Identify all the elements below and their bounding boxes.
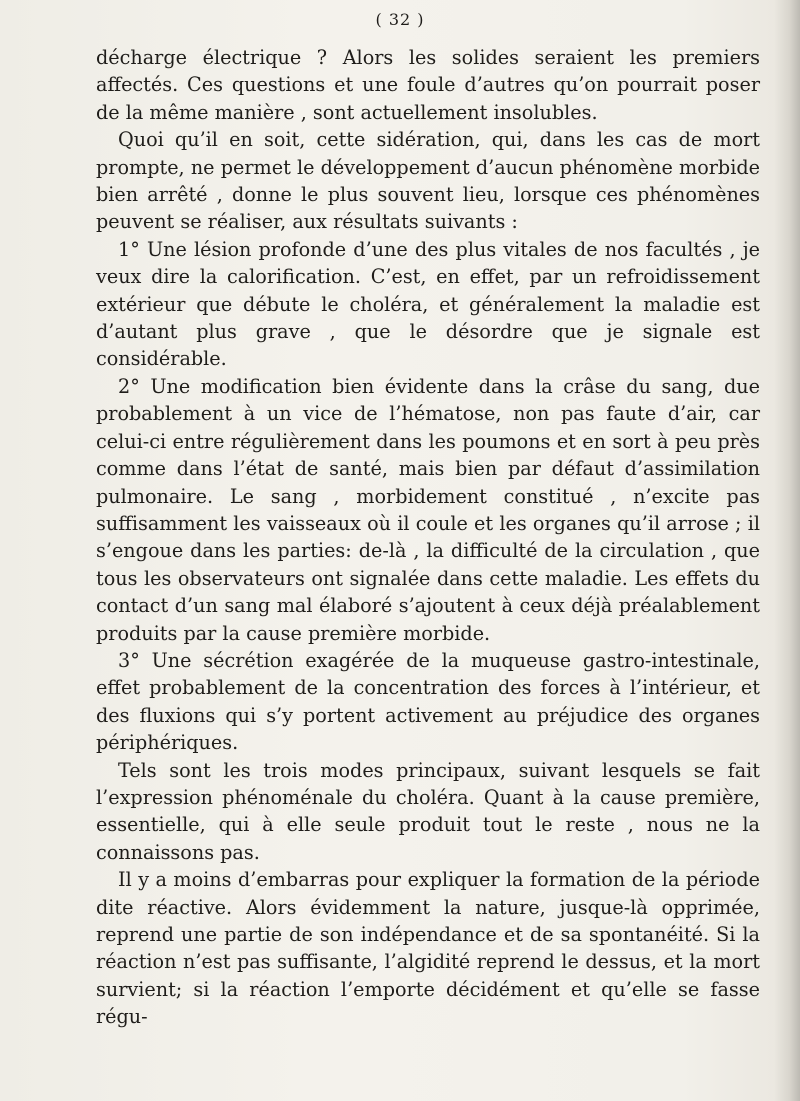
paragraph-1: décharge électrique ? Alors les solides seraient les premiers affectés. Ces questions et une foule d’autres qu’on pourrait poser de la même manière , sont actuellement insolubles. bbox=[96, 46, 760, 124]
paragraph-5: 3° Une sécrétion exagérée de la muqueuse gastro-intestinale, effet probablement de la concentration des forces à l’intérieur, et des fluxions qui s’y portent activement au préjudice des organes périphériques. bbox=[96, 648, 760, 755]
page-number: ( 32 ) bbox=[375, 10, 425, 29]
page-gutter-shadow bbox=[774, 0, 800, 1101]
body-text bbox=[96, 44, 760, 1031]
paragraph-7: Il y a moins d’embarras pour expliquer la formation de la période dite réactive. Alors évidemment la nature, jusque-là opprimée, reprend une partie de son indépendance et de sa spontanéité. Si la réaction n’est pas suffisante, l’algidité reprend le dessus, et la mort survient; si la réaction l’emporte décidément et qu’elle se fasse régu- bbox=[96, 868, 760, 1029]
paragraph-4: 2° Une modification bien évidente dans la crâse du sang, due probablement à un vice de l’hématose, non pas faute d’air, car celui-ci entre régulièrement dans les poumons et en sort à peu près comme dans l’état de santé, mais bien par défaut d’assimilation pulmonaire. Le sang , morbidement constitué , n’excite pas suffisamment les vaisseaux où il coule et les organes qu’il arrose ; il s’engoue dans les parties: de-là , la difficulté de la circulation , que tous les observateurs ont signalée dans cette maladie. Les effets du contact d’un sang mal élaboré s’ajoutent à ceux déjà préalablement produits par la cause première morbide. bbox=[96, 374, 760, 645]
paragraph-3: 1° Une lésion profonde d’une des plus vitales de nos facultés , je veux dire la calorification. C’est, en effet, par un refroidissement extérieur que débute le choléra, et généralement la maladie est d’autant plus grave , que le désordre que je signale est considérable. bbox=[96, 237, 760, 371]
paragraph-2: Quoi qu’il en soit, cette sidération, qui, dans les cas de mort prompte, ne permet le développement d’aucun phénomène morbide bien arrêté , donne le plus souvent lieu, lorsque ces phénomènes peuvent se réaliser, aux résultats suivants : bbox=[96, 128, 760, 234]
paragraph-6: Tels sont les trois modes principaux, suivant lesquels se fait l’expression phénoménale du choléra. Quant à la cause première, essentielle, qui à elle seule produit tout le reste , nous ne la connaissons pas. bbox=[96, 758, 760, 864]
